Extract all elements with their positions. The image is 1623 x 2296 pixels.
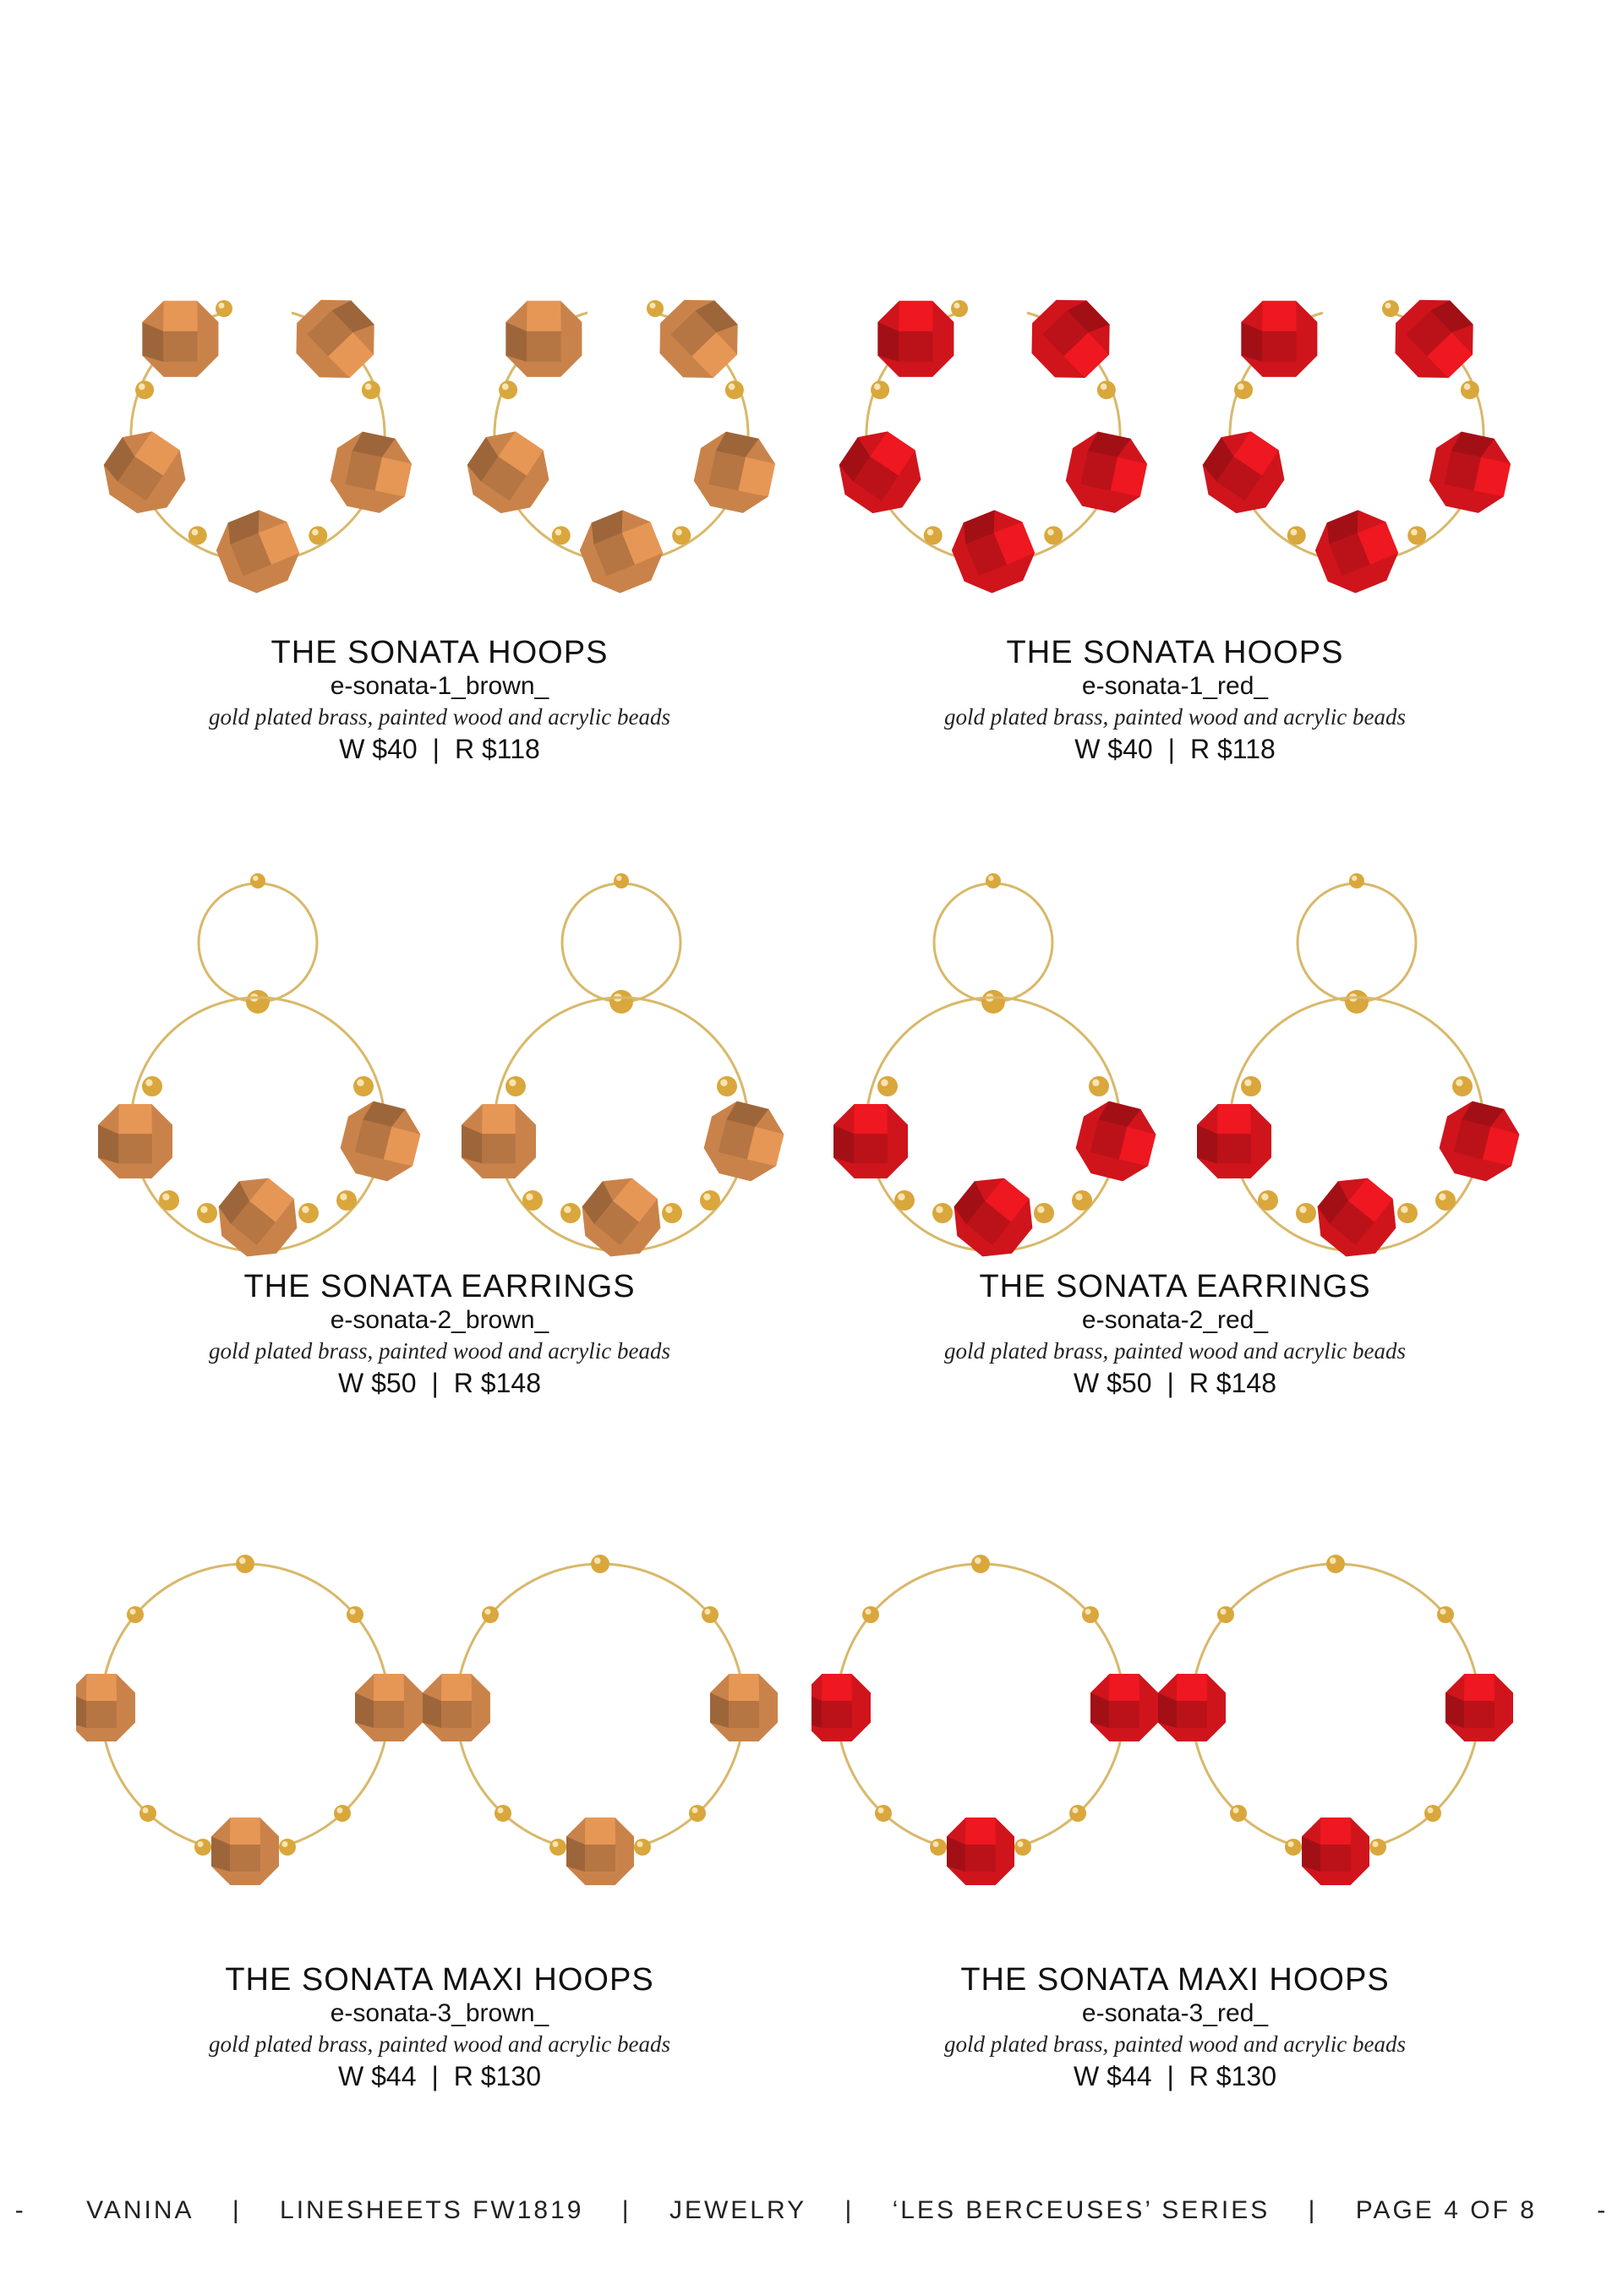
product-price [76, 1366, 803, 1400]
gold-bead [298, 1203, 319, 1223]
earring-illustration [76, 228, 803, 702]
wood-bead [326, 427, 417, 517]
product-title: THE SONATA EARRINGS [979, 1269, 1371, 1304]
product-price [812, 1366, 1538, 1400]
footer-separator: | [232, 2196, 242, 2224]
gold-bead [700, 1190, 720, 1211]
gold-bead [250, 873, 265, 888]
earring [92, 285, 417, 601]
gold-bead [336, 1190, 357, 1211]
product-image [812, 1522, 1538, 1995]
gold-bead [1014, 1839, 1031, 1856]
footer-dash: - [1597, 2196, 1609, 2224]
earring [828, 285, 1152, 601]
gold-bead [135, 380, 154, 399]
product-price [812, 732, 1538, 766]
gold-bead [1407, 526, 1426, 544]
gold-bead [1069, 1805, 1086, 1822]
wood-bead [833, 1104, 908, 1178]
wood-bead [566, 1818, 634, 1885]
product-image [812, 228, 1538, 702]
wood-bead [1197, 1104, 1271, 1178]
gold-bead [236, 1555, 254, 1573]
wood-bead [456, 419, 561, 525]
gold-bead [1296, 1203, 1316, 1223]
wood-bead [828, 419, 933, 525]
gold-bead [194, 1839, 211, 1856]
earring-illustration [812, 862, 1538, 1336]
earring [1191, 285, 1516, 601]
gold-bead [505, 1076, 526, 1096]
gold-bead [1349, 873, 1364, 888]
gold-bead [549, 1839, 566, 1856]
product-materials: gold plated brass, painted wood and acrylic beads [944, 2031, 1406, 2057]
gold-bead [986, 873, 1001, 888]
gold-bead [1097, 380, 1116, 399]
product-materials: gold plated brass, painted wood and acrylic beads [209, 1338, 670, 1364]
footer-category: JEWELRY [669, 2196, 807, 2224]
earring [462, 873, 789, 1270]
gold-bead [1424, 1805, 1441, 1822]
wood-bead [947, 1818, 1014, 1885]
retail-price: R $148 [453, 1368, 541, 1398]
wood-bead [423, 1674, 490, 1741]
gold-bead [971, 1555, 990, 1573]
price-separator: | [1167, 2061, 1174, 2091]
wood-bead [877, 301, 954, 377]
wood-bead [1090, 1674, 1158, 1741]
gold-bead [482, 1606, 499, 1623]
gold-bead [309, 526, 327, 544]
wholesale-price: W $44 [1074, 2061, 1152, 2091]
price-separator: | [1167, 1368, 1174, 1398]
product-materials: gold plated brass, painted wood and acrylic beads [209, 704, 670, 730]
wood-bead [812, 1674, 871, 1741]
product-title: THE SONATA HOOPS [270, 635, 609, 670]
wood-bead [1158, 1674, 1226, 1741]
product-sku: e-sonata-2_brown_ [330, 1306, 549, 1334]
gold-bead [1326, 1555, 1345, 1573]
gold-bead [1369, 1839, 1386, 1856]
retail-price: R $130 [1189, 2061, 1276, 2091]
product-title: THE SONATA HOOPS [1006, 635, 1344, 670]
price-separator: | [1167, 734, 1175, 764]
footer-series: ‘LES BERCEUSES’ SERIES [892, 2196, 1271, 2224]
gold-bead [159, 1190, 179, 1211]
gold-bead [499, 380, 517, 399]
product-sku: e-sonata-2_red_ [1081, 1306, 1269, 1334]
wholesale-price: W $40 [1074, 734, 1153, 764]
gold-bead [1234, 380, 1253, 399]
gold-bead [862, 1606, 879, 1623]
product-sku: e-sonata-3_red_ [1081, 1999, 1269, 2027]
wood-bead [941, 1165, 1046, 1270]
wood-bead [699, 1096, 790, 1187]
footer-linesheet: LINESHEETS FW1819 [280, 2196, 584, 2224]
gold-bead [353, 1076, 374, 1096]
wood-bead [142, 301, 218, 377]
gold-bead [197, 1203, 217, 1223]
gold-bead [672, 526, 691, 544]
gold-bead [702, 1606, 719, 1623]
wood-bead [690, 427, 780, 517]
earring [423, 1555, 778, 1885]
product-image [76, 1522, 803, 1995]
gold-bead [246, 990, 270, 1014]
earring-illustration [812, 1522, 1538, 1995]
gold-bead [1044, 526, 1063, 544]
gold-bead [1285, 1839, 1302, 1856]
wood-bead [1241, 301, 1317, 377]
gold-bead [1287, 526, 1306, 544]
gold-bead [279, 1839, 296, 1856]
wood-bead [710, 1674, 778, 1741]
product-price [76, 732, 803, 766]
hoop-wire [1298, 883, 1416, 1002]
product-title: THE SONATA EARRINGS [243, 1269, 636, 1304]
wood-bead [336, 1096, 426, 1187]
footer-separator: | [844, 2196, 855, 2224]
gold-bead [560, 1203, 581, 1223]
gold-bead [1437, 1606, 1454, 1623]
gold-bead [1452, 1076, 1473, 1096]
wood-bead [1434, 1096, 1525, 1187]
gold-bead [127, 1606, 144, 1623]
wood-bead [645, 285, 752, 392]
gold-bead [139, 1805, 156, 1822]
wood-bead [1445, 1674, 1513, 1741]
product-title: THE SONATA MAXI HOOPS [960, 1962, 1390, 1998]
wood-bead [1380, 285, 1488, 392]
gold-bead [1461, 380, 1479, 399]
gold-bead [609, 990, 633, 1014]
earring-illustration [76, 862, 803, 1336]
gold-bead [1230, 1805, 1247, 1822]
wood-bead [1307, 502, 1406, 601]
gold-bead [930, 1839, 947, 1856]
gold-bead [1082, 1606, 1099, 1623]
product-materials: gold plated brass, painted wood and acrylic beads [944, 704, 1406, 730]
wood-bead [1425, 427, 1516, 517]
gold-bead [614, 873, 629, 888]
gold-bead [981, 990, 1005, 1014]
wood-bead [98, 1104, 172, 1178]
gold-bead [142, 1076, 162, 1096]
wood-bead [571, 502, 670, 601]
gold-bead [1258, 1190, 1278, 1211]
gold-bead [689, 1805, 706, 1822]
gold-bead [189, 526, 207, 544]
gold-bead [875, 1805, 892, 1822]
gold-bead [634, 1839, 651, 1856]
gold-bead [1217, 1606, 1234, 1623]
wood-bead [281, 285, 389, 392]
product-sku: e-sonata-1_brown_ [330, 672, 549, 700]
wood-bead [205, 1165, 310, 1270]
product-image [812, 862, 1538, 1336]
wholesale-price: W $40 [339, 734, 418, 764]
wood-bead [76, 1674, 135, 1741]
wholesale-price: W $50 [338, 1368, 417, 1398]
gold-bead [924, 526, 943, 544]
product-materials: gold plated brass, painted wood and acrylic beads [209, 2031, 670, 2057]
product-price [812, 2059, 1538, 2093]
price-separator: | [431, 2061, 439, 2091]
gold-bead [522, 1190, 543, 1211]
wood-bead [943, 502, 1042, 601]
wood-bead [1191, 419, 1297, 525]
gold-bead [552, 526, 571, 544]
wood-bead [1302, 1818, 1369, 1885]
page-footer [0, 2196, 1623, 2225]
product-image [76, 862, 803, 1336]
gold-bead [932, 1203, 953, 1223]
product-sku: e-sonata-1_red_ [1081, 672, 1269, 700]
price-separator: | [431, 1368, 439, 1398]
gold-bead [495, 1805, 511, 1822]
gold-bead [362, 380, 380, 399]
gold-bead [871, 380, 889, 399]
wood-bead [569, 1165, 674, 1270]
retail-price: R $130 [453, 2061, 541, 2091]
wood-bead [1017, 285, 1124, 392]
wood-bead [1062, 427, 1152, 517]
retail-price: R $118 [1189, 734, 1276, 764]
product-title: THE SONATA MAXI HOOPS [225, 1962, 654, 1998]
wood-bead [92, 419, 198, 525]
wood-bead [211, 1818, 279, 1885]
wood-bead [208, 502, 307, 601]
footer-separator: | [1308, 2196, 1318, 2224]
gold-bead [1345, 990, 1369, 1014]
product-sku: e-sonata-3_brown_ [330, 1999, 549, 2027]
gold-bead [1382, 300, 1399, 317]
gold-bead [1072, 1190, 1092, 1211]
gold-bead [1435, 1190, 1456, 1211]
footer-separator: | [621, 2196, 631, 2224]
earring [1158, 1555, 1513, 1885]
wood-bead [1304, 1165, 1409, 1270]
gold-bead [647, 300, 664, 317]
gold-bead [1397, 1203, 1418, 1223]
retail-price: R $148 [1189, 1368, 1276, 1398]
gold-bead [347, 1606, 363, 1623]
wood-bead [462, 1104, 536, 1178]
earring [456, 285, 780, 601]
product-materials: gold plated brass, painted wood and acrylic beads [944, 1338, 1406, 1364]
footer-dash: - [14, 2196, 26, 2224]
earring-illustration [76, 1522, 803, 1995]
wood-bead [505, 301, 582, 377]
gold-bead [717, 1076, 737, 1096]
gold-bead [725, 380, 744, 399]
gold-bead [877, 1076, 898, 1096]
gold-bead [1241, 1076, 1261, 1096]
wholesale-price: W $44 [338, 2061, 417, 2091]
footer-page-number: PAGE 4 OF 8 [1355, 2196, 1537, 2224]
product-image [76, 228, 803, 702]
earring-illustration [812, 228, 1538, 702]
gold-bead [334, 1805, 351, 1822]
product-price [76, 2059, 803, 2093]
hoop-wire [562, 883, 680, 1002]
earring [1197, 873, 1524, 1270]
gold-bead [894, 1190, 915, 1211]
gold-bead [1089, 1076, 1109, 1096]
wholesale-price: W $50 [1074, 1368, 1152, 1398]
gold-bead [591, 1555, 609, 1573]
earring [833, 873, 1161, 1270]
earring [812, 1555, 1158, 1885]
earring [98, 873, 425, 1270]
retail-price: R $118 [454, 734, 540, 764]
gold-bead [216, 300, 232, 317]
gold-bead [951, 300, 968, 317]
earring [76, 1555, 423, 1885]
footer-brand: VANINA [86, 2196, 194, 2224]
wood-bead [355, 1674, 423, 1741]
gold-bead [1034, 1203, 1054, 1223]
price-separator: | [432, 734, 440, 764]
hoop-wire [934, 883, 1052, 1002]
wood-bead [1071, 1096, 1161, 1187]
hoop-wire [199, 883, 317, 1002]
gold-bead [662, 1203, 682, 1223]
